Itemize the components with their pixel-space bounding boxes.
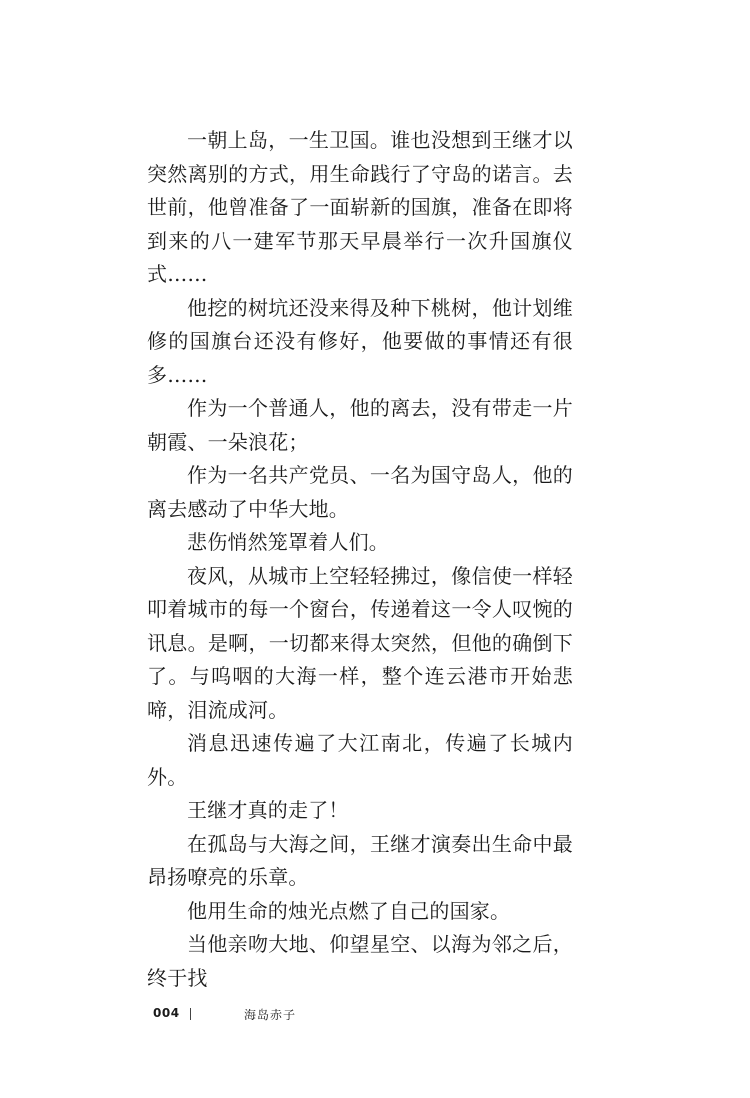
footer-divider — [190, 1008, 191, 1020]
paragraph-2: 他挖的树坑还没来得及种下桃树，他计划维修的国旗台还没有修好，他要做的事情还有很多…… — [147, 295, 573, 387]
paragraph-6: 夜风，从城市上空轻轻拂过，像信使一样轻叩着城市的每一个窗台，传递着这一令人叹惋的讯息。是啊，一切都来得太突然，但他的确倒下了。与呜咽的大海一样，整个连云港市开始悲啼，泪流成河。 — [147, 563, 573, 722]
page-number: 004 — [153, 1006, 180, 1020]
paragraph-7: 消息迅速传遍了大江南北，传遍了长城内外。 — [147, 731, 573, 789]
paragraph-4: 作为一名共产党员、一名为国守岛人，他的离去感动了中华大地。 — [147, 463, 573, 521]
paragraph-5: 悲伤悄然笼罩着人们。 — [187, 530, 389, 554]
paragraph-9: 在孤岛与大海之间，王继才演奏出生命中最昂扬嘹亮的乐章。 — [147, 831, 573, 889]
body-text — [147, 124, 573, 995]
paragraph-8: 王继才真的走了！ — [187, 798, 349, 822]
page-footer — [0, 1006, 750, 1026]
book-title: 海岛赤子 — [244, 1008, 297, 1022]
paragraph-11: 当他亲吻大地、仰望星空、以海为邻之后，终于找 — [147, 932, 573, 990]
paragraph-3: 作为一个普通人，他的离去，没有带走一片朝霞、一朵浪花； — [147, 396, 573, 454]
paragraph-1: 一朝上岛，一生卫国。谁也没想到王继才以突然离别的方式，用生命践行了守岛的诺言。去世前，他曾准备了一面崭新的国旗，准备在即将到来的八一建军节那天早晨举行一次升国旗仪式…… — [147, 128, 573, 286]
paragraph-10: 他用生命的烛光点燃了自己的国家。 — [187, 898, 511, 923]
